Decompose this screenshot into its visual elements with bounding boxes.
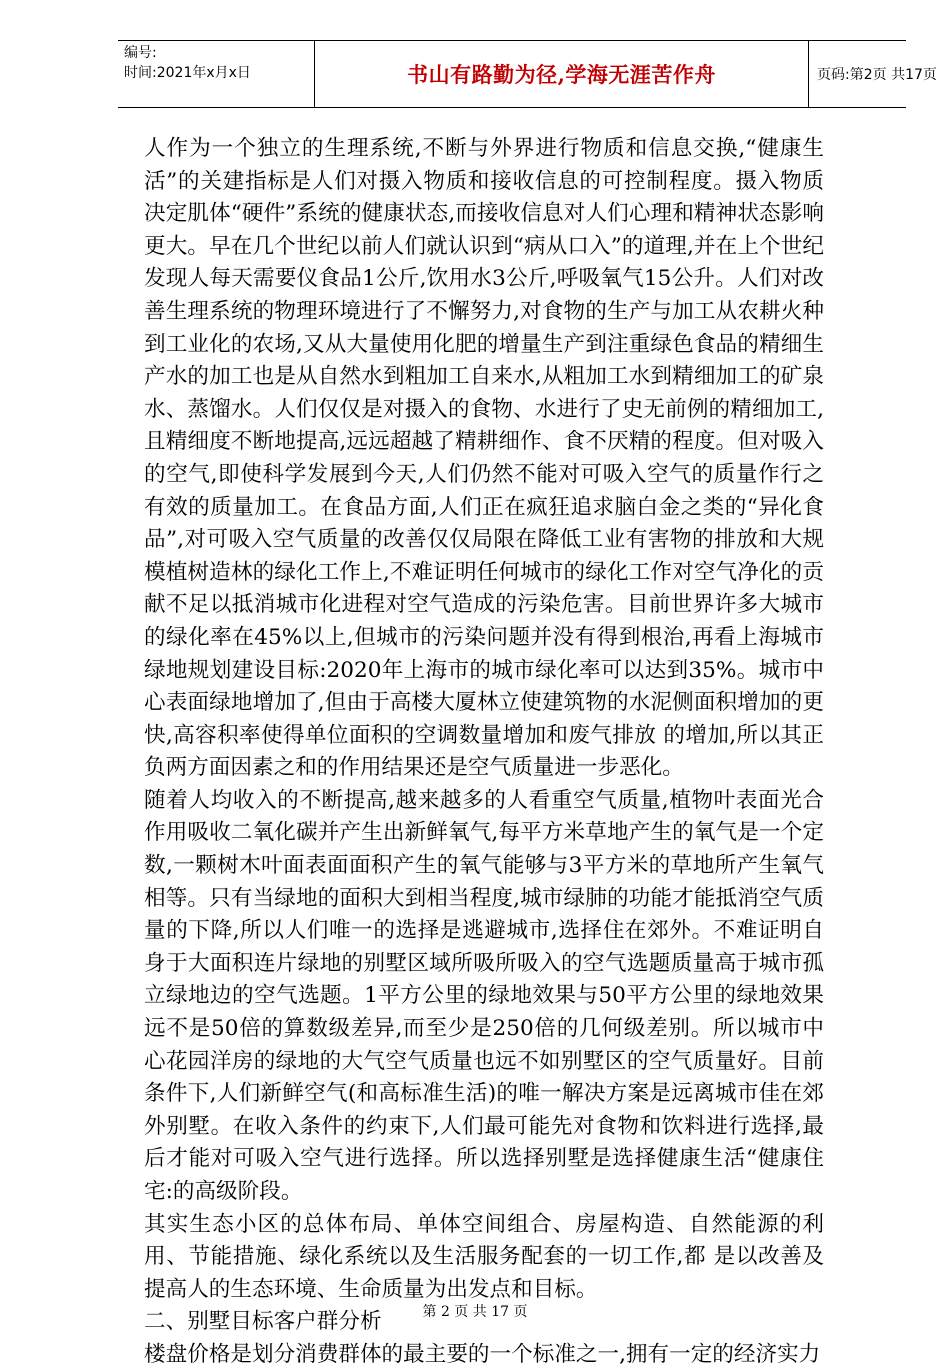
page-header <box>118 40 937 108</box>
body-paragraph: 其实生态小区的总体布局、单体空间组合、房屋构造、自然能源的利用、节能措施、绿化系统以及生活服务配套的一切工作,都 是以改善及提高人的生态环境、生命质量为出发点和目标。 <box>144 1211 824 1302</box>
header-meta <box>118 41 314 107</box>
document-body <box>144 133 824 1372</box>
section-heading: 二、别墅目标客户群分析 <box>144 1309 382 1335</box>
body-paragraph: 楼盘价格是划分消费群体的最主要的一个标准之一,拥有一定的经济实力 <box>144 1341 821 1367</box>
body-paragraph: 随着人均收入的不断提高,越来越多的人看重空气质量,植物叶表面光合作用吸收二氧化碳并产生出新鲜氧气,每平方米草地产生的氧气是一个定数,一颗树木叶面表面面积产生的氧气能够与3平方米的草地所产生氧气相等。只有当绿地的面积大到相当程度,城市绿肺的功能才能抵消空气质量的下降,所以人们唯一的选择是逃避城市,选择住在郊外。不难证明自身于大面积连片绿地的别墅区域所吸所吸入的空气选题质量高于城市孤立绿地边的空气选题。1平方公里的绿地效果与50平方公里的绿地效果远不是50倍的算数级差异,而至少是250倍的几何级差别。所以城市中心花园洋房的绿地的大气空气质量也远不如别墅区的空气质量好。目前条件下,人们新鲜空气(和高标准生活)的唯一解决方案是远离城市佳在郊外别墅。在收入条件的约束下,人们最可能先对食物和饮料进行选择,最后才能对可吸入空气进行选择。所以选择别墅是选择健康生活“健康住宅:的高级阶段。 <box>144 787 824 1204</box>
header-motto: 书山有路勤为径,学海无涯苦作舟 <box>407 62 716 87</box>
document-number-label: 编号: <box>124 45 157 61</box>
header-page-info: 页码:第2页 共17页 <box>817 67 937 83</box>
document-time-label: 时间:2021年x月x日 <box>124 65 251 81</box>
header-motto-cell <box>314 41 809 107</box>
page-footer: 第 2 页 共 17 页 <box>422 1304 528 1320</box>
body-paragraph: 人作为一个独立的生理系统,不断与外界进行物质和信息交换,“健康生活”的关建指标是人们对摄入物质和接收信息的可控制程度。摄入物质决定肌体“硬件”系统的健康状态,而接收信息对人们心理和精神状态影响更大。早在几个世纪以前人们就认识到“病从口入”的道理,并在上个世纪发现人每天需要仪食品1公斤,饮用水3公斤,呼吸氧气15公升。人们对改善生理系统的物理环境进行了不懈努力,对食物的生产与加工从农耕火种到工业化的农场,又从大量使用化肥的增量生产到注重绿色食品的精细生产水的加工也是从自然水到粗加工自来水,从粗加工水到精细加工的矿泉水、蒸馏水。人们仅仅是对摄入的食物、水进行了史无前例的精细加工,且精细度不断地提高,远远超越了精耕细作、食不厌精的程度。但对吸入的空气,即使科学发展到今天,人们仍然不能对可吸入空气的质量作行之有效的质量加工。在食品方面,人们正在疯狂追求脑白金之类的“异化食品”,对可吸入空气质量的改善仅仅局限在降低工业有害物的排放和大规模植树造林的绿化工作上,不难证明任何城市的绿化工作对空气净化的贡献不足以抵消城市化进程对空气造成的污染危害。目前世界许多大城市的绿化率在45%以上,但城市的污染问题并没有得到根治,再看上海城市绿地规划建设目标:2020年上海市的城市绿化率可以达到35%。城市中心表面绿地增加了,但由于高楼大厦林立使建筑物的水泥侧面积增加的更快,高容积率使得单位面积的空调数量增加和废气排放 的增加,所以其正负两方面因素之和的作用结果还是空气质量进一步恶化。 <box>144 136 824 781</box>
